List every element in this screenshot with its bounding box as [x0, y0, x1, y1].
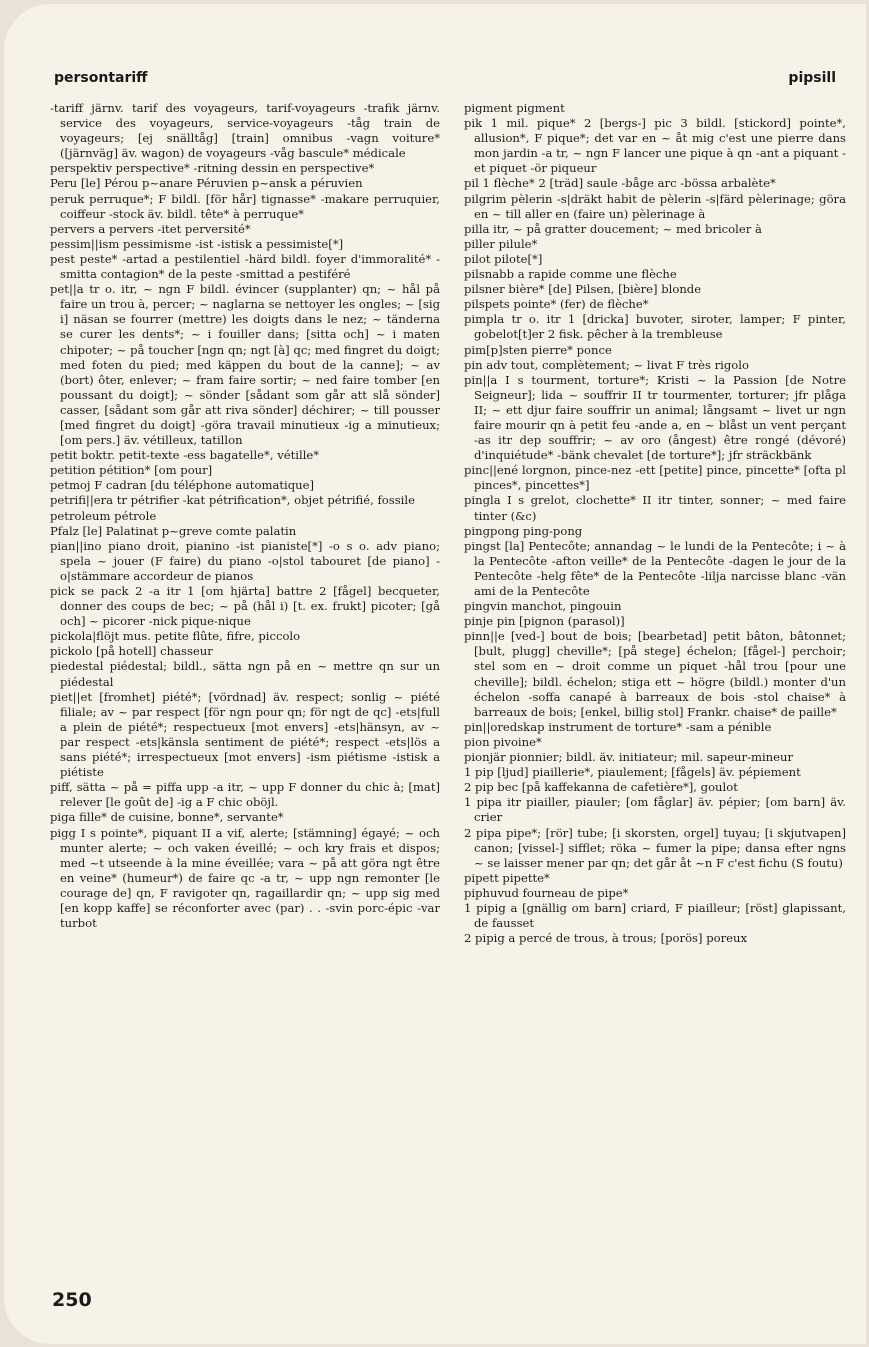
dictionary-entry: pian||ino piano droit, pianino -ist pianiste[*] -o s o. adv piano; spela ~ jouer (F faire) du piano -o|stol tabouret [de piano] -o|stämmare accordeur de pianos — [50, 538, 440, 583]
dictionary-entry: piller pilule* — [464, 236, 538, 251]
dictionary-entry: peruk perruque*; F bildl. [för hår] tignasse* -makare perruquier, coiffeur -stock äv. bildl. tête* à perruque* — [50, 191, 440, 221]
dictionary-entry: Pfalz [le] Palatinat p~greve comte palatin — [50, 523, 297, 538]
dictionary-entry: piet||et [fromhet] piété*; [vördnad] äv. respect; sonlig ~ piété filiale; av ~ par respect [för ngn pour qn; för ngt de qc] -ets|full a plein de piété*; respectueux [mot envers] -ets|hänsyn, av ~ par respect -ets|känsla sentiment de piété*; respect -ets|lös a sans piété*; irrespectueux [mot envers] -ism piétisme -istisk a piétiste — [50, 689, 440, 780]
dictionary-entry: Peru [le] Pérou p~anare Péruvien p~ansk a péruvien — [50, 176, 363, 191]
dictionary-entry: piphuvud fourneau de pipe* — [464, 885, 629, 900]
dictionary-entry: pigment pigment — [464, 101, 565, 115]
dictionary-entry: petition pétition* [om pour] — [50, 463, 213, 478]
dictionary-entry: pin||a I s tourment, torture*; Kristi ~ la Passion [de Notre Seigneur]; lida ~ souffrir II tr tourmenter, torturer; jfr plåga II; ~ ett djur faire souffrir un animal; långsamt ~ livet ur ngn faire mourir qn à petit feu -ande a, en ~ blåst un vent perçant -as itr dep souffrir; ~ av oro (ångest) être rongé (dévoré) d'inquiétude* -bänk chevalet [de torture*]; jfr sträckbänk — [464, 372, 846, 463]
dictionary-entry: pik 1 mil. pique* 2 [bergs-] pic 3 bildl. [stickord] pointe*, allusion*, F pique*; det var en ~ åt mig c'est une pierre dans mon jardin -a tr, ~ ngn F lancer une pique à qn -ant a piquant -et piquet -ör piqueur — [464, 116, 846, 176]
dictionary-entry: piff, sätta ~ på = piffa upp -a itr, ~ upp F donner du chic à; [mat] relever [le goût de] -ig a F chic oböjl. — [50, 780, 440, 810]
dictionary-entry: pingst [la] Pentecôte; annandag ~ le lundi de la Pentecôte; i ~ à la Pentecôte -afton veille* de la Pentecôte -dagen le jour de la Pentecôte -helg fête* de la Pentecôte -lilja narcisse blanc -vän ami de la Pentecôte — [464, 538, 846, 598]
dictionary-entry: pessim||ism pessimisme -ist -istisk a pessimiste[*] — [50, 236, 344, 251]
dictionary-entry: petit boktr. petit-texte -ess bagatelle*, vétille* — [50, 448, 320, 463]
dictionary-entry: perspektiv perspective* -ritning dessin en perspective* — [50, 161, 375, 176]
dictionary-entry: 1 pip [ljud] piaillerie*, piaulement; [fågels] äv. pépiement — [464, 765, 801, 780]
dictionary-entry: petroleum pétrole — [50, 508, 157, 523]
dictionary-entry: pipett pipette* — [464, 870, 550, 885]
right-column — [464, 101, 846, 1281]
dictionary-entry: piedestal piédestal; bildl., sätta ngn på en ~ mettre qn sur un piédestal — [50, 659, 440, 689]
dictionary-page — [4, 4, 866, 1344]
dictionary-entry: pin||oredskap instrument de torture* -sam a pénible — [464, 719, 772, 734]
dictionary-entry: pinc||ené lorgnon, pince-nez -ett [petite] pince, pincette* [ofta pl pinces*, pincettes*] — [464, 463, 846, 493]
dictionary-entry: pickola|flöjt mus. petite flûte, fifre, piccolo — [50, 629, 301, 644]
dictionary-entry: pilgrim pèlerin -s|dräkt habit de pèlerin -s|färd pèlerinage; göra en ~ till aller en (faire un) pèlerinage à — [464, 191, 846, 221]
running-head-left: persontariff — [54, 70, 148, 86]
dictionary-entry: pilsnabb a rapide comme une flèche — [464, 267, 677, 282]
dictionary-entry: pimpla tr o. itr 1 [dricka] buvoter, siroter, lamper; F pinter, gobelot[t]er 2 fisk. pêcher à la trembleuse — [464, 312, 846, 342]
dictionary-entry: 2 pipa pipe*; [rör] tube; [i skorsten, orgel] tuyau; [i skjutvapen] canon; [vissel-] sifflet; röka ~ fumer la pipe; dansa efter ngns ~ se laisser mener par qn; det går åt ~n F c'est fichu (S foutu) — [464, 825, 846, 870]
dictionary-entry: pim[p]sten pierre* ponce — [464, 342, 612, 357]
dictionary-entry: pil 1 flèche* 2 [träd] saule -båge arc -bössa arbalète* — [464, 176, 776, 191]
dictionary-entry: pingpong ping-pong — [464, 523, 583, 538]
dictionary-entry: pingvin manchot, pingouin — [464, 599, 622, 614]
dictionary-entry: pionjär pionnier; bildl. äv. initiateur; mil. sapeur-mineur — [464, 750, 794, 765]
dictionary-entry: pigg I s pointe*, piquant II a vif, alerte; [stämning] égayé; ~ och munter alerte; ~ och vaken éveillé; ~ och kry frais et dispos; med ~t utseende à la mine éveillée; vara ~ på att göra ngt être en veine* (humeur*) de faire qc -a tr, ~ upp ngn remonter [le courage de] qn, F ravigoter qn, ragaillardir qn; ~ upp sig med [en kopp kaffe] se réconforter avec (par) . . -svin porc-épic -var turbot — [50, 825, 440, 931]
dictionary-entry: pervers a pervers -itet perversité* — [50, 221, 251, 236]
dictionary-entry: 2 pipig a percé de trous, à trous; [porös] poreux — [464, 931, 748, 946]
dictionary-entry: 1 pipig a [gnällig om barn] criard, F piailleur; [röst] glapissant, de fausset — [464, 900, 846, 931]
dictionary-entry: pilsner bière* [de] Pilsen, [bière] blonde — [464, 282, 702, 297]
dictionary-entry: pest peste* -artad a pestilentiel -härd bildl. foyer d'immoralité* -smitta contagion* de la peste -smittad a pestiféré — [50, 251, 440, 282]
dictionary-entry: pilot pilote[*] — [464, 251, 543, 266]
dictionary-entry: piga fille* de cuisine, bonne*, servante* — [50, 810, 284, 825]
dictionary-entry: pick se pack 2 -a itr 1 [om hjärta] battre 2 [fågel] becqueter, donner des coups de bec; ~ på (hål i) [t. ex. frukt] picoter; [gå och] ~ picorer -nick pique-nique — [50, 584, 440, 629]
page-number: 250 — [52, 1289, 92, 1311]
left-column — [50, 101, 440, 1281]
dictionary-entry: pion pivoine* — [464, 734, 542, 749]
dictionary-entry: pin adv tout, complètement; ~ livat F très rigolo — [464, 357, 749, 372]
dictionary-entry: petmoj F cadran [du téléphone automatique] — [50, 478, 314, 493]
dictionary-entry: 2 pip bec [på kaffekanna de cafetière*], goulot — [464, 780, 738, 795]
dictionary-entry: 1 pipa itr piailler, piauler; [om fåglar] äv. pépier; [om barn] äv. crier — [464, 795, 846, 825]
dictionary-entry: pilspets pointe* (fer) de flèche* — [464, 297, 649, 312]
dictionary-entry: pilla itr, ~ på gratter doucement; ~ med bricoler à — [464, 221, 762, 236]
dictionary-entry: pinje pin [pignon (parasol)] — [464, 614, 625, 629]
dictionary-entry: pinn||e [ved-] bout de bois; [bearbetad] petit bâton, bâtonnet; [bult, plugg] cheville*; [på stege] échelon; [fågel-] perchoir; stel som en ~ droit comme un piquet -hål trou [pour une cheville]; bildl. échelon; stiga ett ~ högre (bildl.) monter d'un échelon -soffa canapé à barreaux de bois -stol chaise* à barreaux de bois; [enkel, billig stol] Frankr. chaise* de paille* — [464, 629, 846, 719]
dictionary-entry: pet||a tr o. itr, ~ ngn F bildl. évincer (supplanter) qn; ~ hål på faire un trou à, percer; ~ naglarna se nettoyer les ongles; ~ [sig i] näsan se fourrer (mettre) les doigts dans le nez; ~ tänderna se curer les dents*; ~ i fouiller dans; [sitta och] ~ i maten chipoter; ~ på toucher [ngn qn; ngt [à] qc; med fingret du doigt; med foten du pied; med käppen du bout de la canne]; ~ av (bort) ôter, enlever; ~ fram faire sortir; ~ ned faire tomber [en poussant du doigt]; ~ sönder [sådant som går att slå sönder] casser, [sådant som går att riva sönder] déchirer; ~ till pousser [med fingret du doigt] -göra travail minutieux -ig a minutieux; [om pers.] äv. vétilleux, tatillon — [50, 282, 440, 448]
dictionary-entry: pingla I s grelot, clochette* II itr tinter, sonner; ~ med faire tinter (&c) — [464, 493, 846, 523]
running-head-right: pipsill — [788, 70, 836, 86]
dictionary-entry: -tariff järnv. tarif des voyageurs, tarif-voyageurs -trafik järnv. service des voyageurs, service-voyageurs -tåg train de voyageurs; [ej snälltåg] [train] omnibus -vagn voiture* ([järnväg] äv. wagon) de voyageurs -våg bascule* médicale — [50, 101, 440, 161]
dictionary-entry: petrifi||era tr pétrifier -kat pétrification*, objet pétrifié, fossile — [50, 493, 415, 508]
dictionary-entry: pickolo [på hotell] chasseur — [50, 644, 213, 659]
